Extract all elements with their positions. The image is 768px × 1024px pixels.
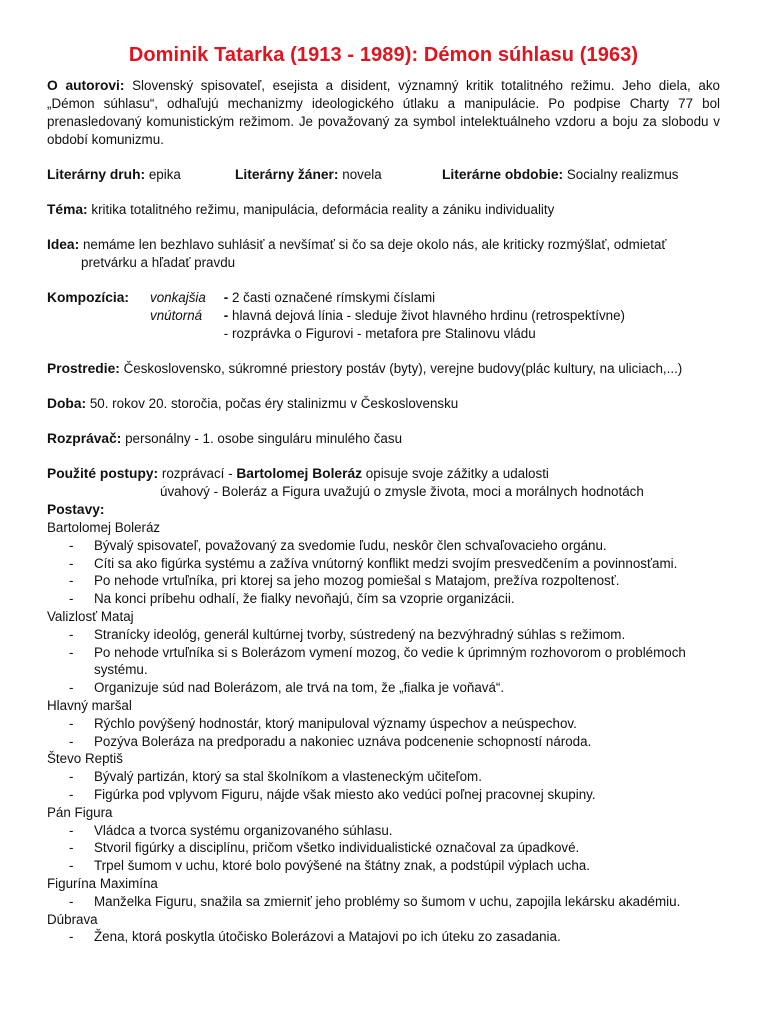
zaner-label: Literárny žáner: — [235, 167, 339, 182]
list-item — [47, 679, 720, 697]
character-traits — [47, 537, 720, 608]
character-name: Figurína Maximína — [47, 875, 158, 891]
list-item — [47, 644, 720, 680]
list-item — [47, 715, 720, 733]
dash-marker: - — [69, 733, 74, 749]
dash-marker: - — [69, 537, 74, 553]
character-traits — [47, 893, 720, 911]
list-item — [47, 893, 720, 911]
tema-label: Téma: — [47, 202, 88, 217]
trait-text: Žena, ktorá poskytla útočisko Bolerázovi a Matajovi po ich úteku zo zasadania. — [94, 929, 561, 945]
dash-marker: - — [69, 715, 74, 731]
author-text: Slovenský spisovateľ, esejista a disident, významný kritik totalitného režimu. Jeho diela, ako „Démon súhlasu“, odhaľujú mechanizmy ideologického útlaku a manipulácie. Po podpise Charty 77 bol prenasledovaný komunistickým režimom. Je považovaný za symbol intelektuálneho vzdoru a boju za slobodu v období komunizmu. — [47, 78, 720, 147]
rozpravac-label: Rozprávač: — [47, 431, 122, 446]
list-item — [47, 626, 720, 644]
dash-marker: - — [69, 893, 74, 909]
trait-text: Bývalý spisovateľ, považovaný za svedomie ľudu, neskôr člen schvaľovacieho orgánu. — [94, 537, 607, 553]
kompozicia-label: Kompozícia: — [47, 290, 130, 305]
idea-text-2: pretvárku a hľadať pravdu — [81, 255, 236, 270]
druh-label: Literárny druh: — [47, 167, 146, 182]
druh-value: epika — [148, 167, 181, 182]
character-name: Dúbrava — [47, 911, 98, 927]
list-item — [47, 590, 720, 608]
kompozicia-item-1: 2 časti označené rímskymi číslami — [232, 290, 436, 305]
dash-marker: - — [69, 929, 74, 945]
trait-text: Figúrka pod vplyvom Figuru, nájde však miesto ako vedúci poľnej pracovnej skupiny. — [94, 786, 596, 802]
rozpravac-section — [47, 430, 720, 448]
list-item — [47, 555, 720, 573]
prostredie-label: Prostredie: — [47, 361, 120, 376]
list-item — [47, 928, 720, 946]
trait-text: Stvoril figúrky a disciplínu, pričom všetko individualistické označoval za úpadkové. — [94, 840, 580, 856]
character-name: Valizlosť Mataj — [47, 608, 134, 624]
dash-marker: - — [69, 840, 74, 856]
postupy-pre: rozprávací - — [161, 466, 233, 481]
idea-line-1 — [47, 236, 720, 254]
character-name: Števo Reptiš — [47, 751, 123, 767]
page-title: Dominik Tatarka (1913 - 1989): Démon súhlasu (1963) — [128, 44, 639, 66]
dash-marker: - — [223, 308, 229, 323]
author-section — [47, 77, 720, 149]
vnutorna-label: vnútorná — [150, 308, 203, 323]
obdobie-value: Socialny realizmus — [566, 167, 679, 182]
tema-text: kritika totalitného režimu, manipulácia, deformácia reality a zániku individuality — [91, 202, 555, 217]
classification-row — [47, 166, 720, 184]
zaner-value: novela — [342, 167, 382, 182]
doba-section — [47, 395, 720, 413]
characters-list — [47, 519, 720, 946]
tema-section — [47, 201, 720, 219]
dash-marker: - — [69, 769, 74, 785]
trait-text: Trpel šumom v uchu, ktoré bolo povýšené na štátny znak, a podstúpil výplach ucha. — [94, 858, 590, 874]
dash-marker: - — [223, 326, 229, 341]
dash-marker: - — [223, 290, 229, 305]
character-traits — [47, 715, 720, 751]
postupy-label: Použité postupy: — [47, 466, 159, 481]
dash-marker: - — [69, 822, 74, 838]
idea-section — [47, 236, 720, 272]
dash-marker: - — [69, 680, 74, 696]
postupy-name: Bartolomej Boleráz — [236, 466, 363, 481]
trait-text: Pozýva Boleráza na predporadu a nakoniec uznáva podcenenie schopností národa. — [94, 733, 592, 749]
druh-cell — [47, 166, 235, 184]
trait-text: Bývalý partizán, ktorý sa stal školníkom a vlasteneckým učiteľom. — [94, 769, 482, 785]
vonkajsia-label: vonkajšia — [150, 290, 206, 305]
list-item — [47, 822, 720, 840]
idea-label: Idea: — [47, 237, 80, 252]
list-item — [47, 733, 720, 751]
trait-text: Po nehode vrtuľníka, pri ktorej sa jeho mozog pomiešal s Matajom, prežíva rozpoltenosť. — [94, 573, 620, 589]
postupy-line-1 — [47, 465, 720, 483]
zaner-cell — [235, 166, 442, 184]
kompozicia-section — [47, 289, 720, 343]
kompozicia-item-2: hlavná dejová línia - sleduje život hlavného hrdinu (retrospektívne) — [232, 308, 626, 323]
trait-text: Cíti sa ako figúrka systému a zažíva vnútorný konflikt medzi svojím presvedčením a povinnosťami. — [94, 555, 678, 571]
character-name: Pán Figura — [47, 804, 113, 820]
kompozicia-item-3: rozprávka o Figurovi - metafora pre Stalinovu vládu — [232, 326, 536, 341]
character-traits — [47, 822, 720, 875]
rozpravac-text: personálny - 1. osobe singuláru minulého času — [125, 431, 403, 446]
postupy-post: opisuje svoje zážitky a udalosti — [365, 466, 549, 481]
author-label: O autorovi: — [47, 78, 125, 93]
prostredie-text: Československo, súkromné priestory postáv (byty), verejne budovy(plác kultury, na uliciach,...) — [123, 361, 683, 376]
obdobie-cell — [442, 166, 679, 184]
trait-text: Manželka Figuru, snažila sa zmierniť jeho problémy so šumom v uchu, zapojila lekársku akadémiu. — [94, 893, 681, 909]
list-item — [47, 572, 720, 590]
trait-text: Organizuje súd nad Bolerázom, ale trvá na tom, že „fialka je voňavá“. — [94, 680, 505, 696]
postavy-label: Postavy: — [47, 502, 105, 517]
character-traits — [47, 928, 720, 946]
doba-text: 50. rokov 20. storočia, počas éry stalinizmu v Československu — [89, 396, 459, 411]
dash-marker: - — [69, 573, 74, 589]
trait-text: Po nehode vrtuľníka si s Bolerázom vymení mozog, čo vedie k úprimným rozhovorom o problémoch systému. — [94, 644, 686, 678]
kompozicia-list — [150, 289, 625, 343]
dash-marker: - — [69, 858, 74, 874]
dash-marker: - — [69, 786, 74, 802]
character-name: Hlavný maršal — [47, 697, 132, 713]
obdobie-label: Literárne obdobie: — [442, 167, 564, 182]
trait-text: Stranícky ideológ, generál kultúrnej tvorby, sústredený na bezvýhradný súhlas s režimom. — [94, 626, 626, 642]
list-item — [47, 768, 720, 786]
list-item — [47, 839, 720, 857]
postupy-line-2: úvahový - Boleráz a Figura uvažujú o zmysle života, moci a morálnych hodnotách — [160, 484, 644, 499]
prostredie-section — [47, 360, 720, 378]
dash-marker: - — [69, 626, 74, 642]
list-item — [47, 857, 720, 875]
dash-marker: - — [69, 591, 74, 607]
trait-text: Vládca a tvorca systému organizovaného súhlasu. — [94, 822, 393, 838]
dash-marker: - — [69, 555, 74, 571]
dash-marker: - — [69, 644, 74, 660]
trait-text: Rýchlo povýšený hodnostár, ktorý manipuloval významy úspechov a neúspechov. — [94, 715, 577, 731]
doba-label: Doba: — [47, 396, 87, 411]
postupy-section — [47, 465, 720, 501]
list-item — [47, 786, 720, 804]
idea-text-1: nemáme len bezhlavo suhlásiť a nevšímať si čo sa deje okolo nás, ale kriticky rozmýšlať, odmietať — [82, 237, 667, 252]
list-item — [47, 537, 720, 555]
character-traits — [47, 768, 720, 804]
character-name: Bartolomej Boleráz — [47, 520, 161, 535]
character-traits — [47, 626, 720, 697]
trait-text: Na konci príbehu odhalí, že fialky nevoňajú, čím sa vzoprie organizácii. — [94, 591, 515, 607]
